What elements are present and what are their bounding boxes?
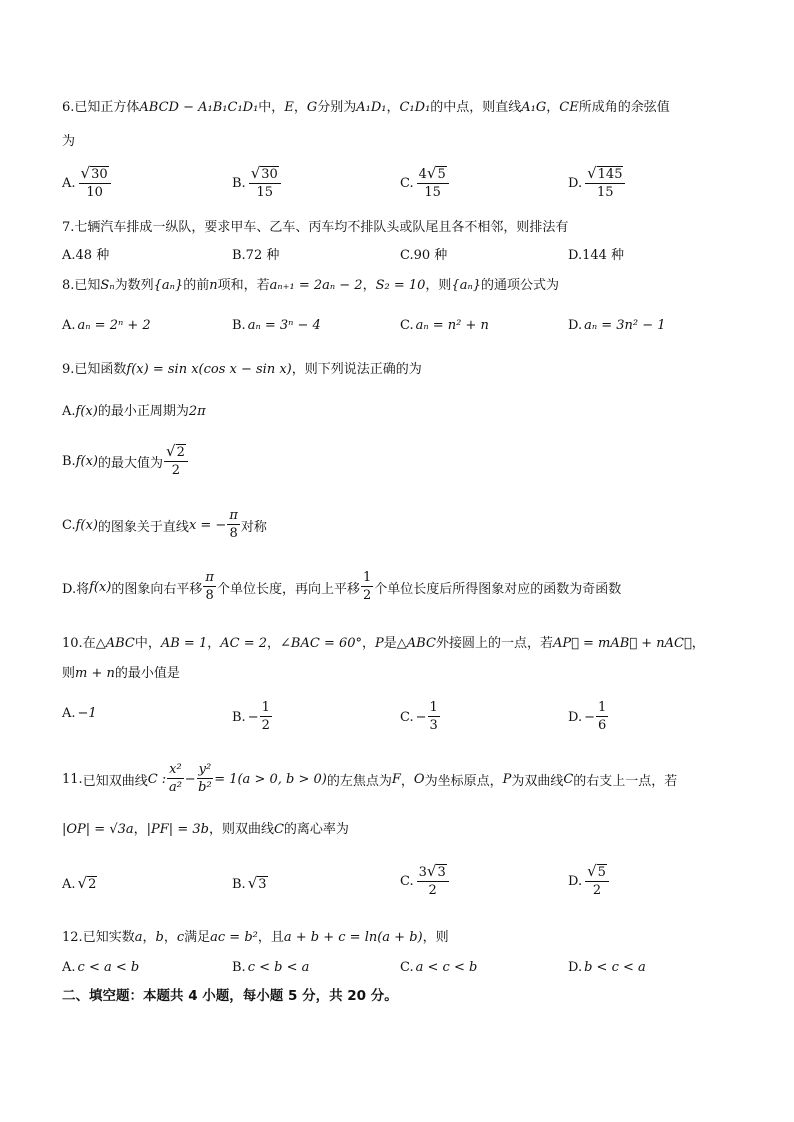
q8-option-b: B. aₙ = 3ⁿ − 4 xyxy=(232,318,321,333)
q9-option-c: C. f(x) 的图象关于直线 x = − $\frac{\pi}{8}$ 对称 xyxy=(62,508,267,541)
q12-option-c: C. a < c < b xyxy=(400,960,478,975)
q6-option-d: D. √ 145 15 xyxy=(568,166,626,201)
q10-option-c: C. − $\frac{1}{3}$ xyxy=(400,700,438,733)
q9-option-b: B. f(x) 的最大值为 √ 2 2 xyxy=(62,444,189,479)
question-11-stem: 11. 已知双曲线 C : $\frac{\text{x²}}{\text{a²}}$ − $\frac{\text{y²}}{\text{b²}}$ = 1(a > 0, b > 0) 的左焦点为 F ， O 为坐标原点， P 为双曲线 C 的右支上一点，若 xyxy=(62,762,678,795)
q12-option-d: D. b < c < a xyxy=(568,960,646,975)
q10-option-d: D. − $\frac{1}{6}$ xyxy=(568,700,607,733)
question-6-stem-cont: 为 xyxy=(62,134,76,149)
q8-option-c: C. aₙ = n² + n xyxy=(400,318,489,333)
question-7-stem: 7.七辆汽车排成一纵队，要求甲车、乙车、丙车均不排队头或队尾且各不相邻，则排法有 xyxy=(62,220,569,235)
q7-option-b: B.72 种 xyxy=(232,248,280,263)
q7-option-d: D.144 种 xyxy=(568,248,625,263)
q9-option-d: D.将 f(x) 的图象向右平移 $\frac{\pi}{8}$ 个单位长度，再向上平移 $\frac{1}{2}$ 个单位长度后所得图象对应的函数为奇函数 xyxy=(62,570,622,603)
q6-option-a: A. √ 30 10 xyxy=(62,166,112,201)
q6-option-b: B. √ 30 15 xyxy=(232,166,282,201)
question-10-stem-cont: 则m + n的最小值是 xyxy=(62,666,180,681)
q9-option-a: A.f(x)的最小正周期为2π xyxy=(62,404,206,419)
q6-option-c: C. 4 √ 5 15 xyxy=(400,166,450,201)
q11-option-d: D. √ 5 2 xyxy=(568,864,610,899)
question-9-stem: 9.已知函数f(x) = sin x(cos x − sin x)，则下列说法正确的为 xyxy=(62,362,422,377)
section-heading-fill-in: 二、填空题：本题共 4 小题，每小题 5 分，共 20 分。 xyxy=(62,988,398,1004)
question-12-stem: 12.已知实数a，b，c满足ac = b²，且a + b + c = ln(a + b)，则 xyxy=(62,930,449,945)
q12-option-a: A. c < a < b xyxy=(62,960,140,975)
q8-option-d: D. aₙ = 3n² − 1 xyxy=(568,318,666,333)
q11-option-c: C. 3 √ 3 2 xyxy=(400,864,450,899)
q7-option-c: C.90 种 xyxy=(400,248,448,263)
question-6-stem: 6.已知正方体ABCD − A₁B₁C₁D₁中，E，G分别为A₁D₁，C₁D₁的中点，则直线A₁G，CE所成角的余弦值 xyxy=(62,100,670,115)
q7-option-a: A.48 种 xyxy=(62,248,110,263)
q11-option-a: A. √ 2 xyxy=(62,874,97,892)
question-11-stem-cont: |OP| = √3a，|PF| = 3b，则双曲线C的离心率为 xyxy=(62,822,349,837)
q10-option-b: B. − $\frac{1}{2}$ xyxy=(232,700,270,733)
q12-option-b: B. c < b < a xyxy=(232,960,310,975)
question-8-stem: 8.已知Sₙ为数列{aₙ}的前n项和，若aₙ₊₁ = 2aₙ − 2，S₂ = 10，则{aₙ}的通项公式为 xyxy=(62,278,559,293)
q10-option-a: A. −1 xyxy=(62,706,97,721)
question-10-stem: 10.在△ABC中，AB = 1，AC = 2，∠BAC = 60°，P是△ABC外接圆上的一点，若AP⃗ = mAB⃗ + nAC⃗， xyxy=(62,636,705,651)
q8-option-a: A. aₙ = 2ⁿ + 2 xyxy=(62,318,151,333)
q11-option-b: B. √ 3 xyxy=(232,874,267,892)
